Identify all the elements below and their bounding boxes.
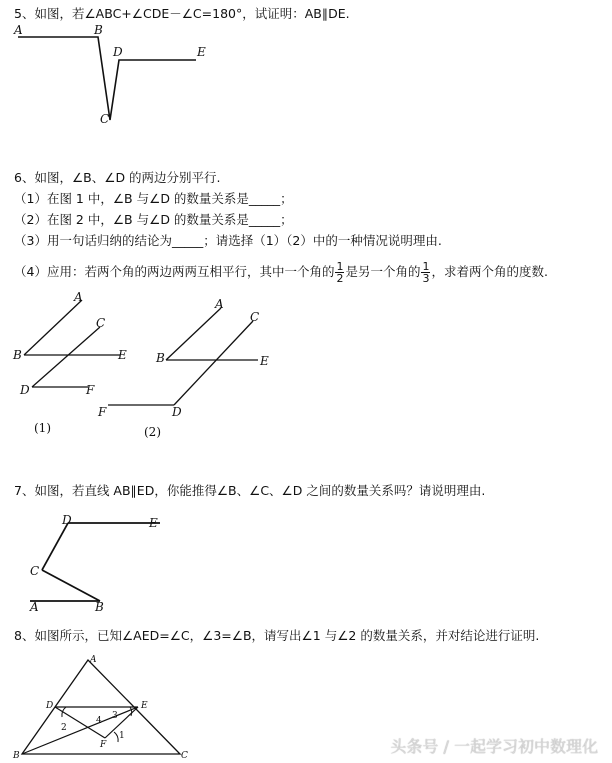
q8-angle-4: 4 xyxy=(96,716,102,726)
q6-s4-b: 是另一个角的 xyxy=(345,264,421,279)
q6-fig1 xyxy=(12,290,127,435)
q6-frac1-den: 2 xyxy=(336,272,344,285)
q6-intro: 6、如图，∠B、∠D 的两边分别平行. xyxy=(14,170,221,185)
q7-text: 7、如图，若直线 AB∥ED，你能推得∠B、∠C、∠D 之间的数量关系吗？请说明理由. xyxy=(14,483,486,498)
q8-angle-3: 3 xyxy=(112,711,118,721)
q6-fig2-label-e: E xyxy=(260,354,269,368)
q6-frac2-den: 3 xyxy=(422,272,430,285)
q5-label-a: A xyxy=(14,24,23,37)
q6-s1: （1）在图 1 中，∠B 与∠D 的数量关系是_____； xyxy=(14,191,293,206)
q7-label-d: D xyxy=(62,513,72,527)
q6-fig1-caption: (1) xyxy=(34,421,51,435)
q6-fig1-label-e: E xyxy=(118,348,127,362)
q6-fig2-label-f: F xyxy=(98,405,107,419)
q7-label-e: E xyxy=(149,516,158,530)
q6-fig2-label-d: D xyxy=(172,405,182,419)
q6-fig2-caption: (2) xyxy=(144,425,161,439)
q5-label-c: C xyxy=(100,112,110,126)
q5-polyline xyxy=(18,37,196,120)
watermark: 头条号 / 一起学习初中数理化 xyxy=(390,737,598,756)
q6-fig2-label-c: C xyxy=(250,310,260,324)
q6-s2: （2）在图 2 中，∠B 与∠D 的数量关系是_____； xyxy=(14,212,293,227)
q5-label-e: E xyxy=(197,45,206,59)
q6-frac2-num: 1 xyxy=(422,260,430,273)
q8-angle-1: 1 xyxy=(119,731,125,741)
q8-label-c: C xyxy=(181,751,188,760)
q8-label-f: F xyxy=(100,740,107,750)
q6-s4 xyxy=(14,258,548,286)
q7-label-a: A xyxy=(30,600,39,614)
q8-label-e: E xyxy=(141,701,148,711)
q6-fig2 xyxy=(97,297,269,439)
q6-frac-half xyxy=(335,261,344,284)
q6-fig2-label-a: A xyxy=(215,297,224,311)
q7-figure xyxy=(20,508,180,616)
q6-s4-c: ，求着两个角的度数. xyxy=(431,264,548,279)
q6-fig1-label-d: D xyxy=(20,383,30,397)
q5-label-d: D xyxy=(113,45,123,59)
q6-fig1-label-a: A xyxy=(74,290,83,304)
q6-fig1-label-b: B xyxy=(13,348,22,362)
q6-figures xyxy=(8,290,278,445)
q6-fig1-label-f: F xyxy=(86,383,95,397)
q5-figure xyxy=(10,24,220,134)
q7-label-b: B xyxy=(95,600,104,614)
q8-angle-2: 2 xyxy=(61,723,67,733)
q8-figure xyxy=(8,650,198,760)
q6-s4-a: （4）应用：若两个角的两边两两互相平行，其中一个角的 xyxy=(14,264,335,279)
q6-frac-third xyxy=(421,261,430,284)
q6-s3: （3）用一句话归纳的结论为_____；请选择（1）（2）中的一种情况说明理由. xyxy=(14,233,442,248)
q6-fig1-label-c: C xyxy=(96,316,106,330)
q8-label-b: B xyxy=(13,751,20,760)
q7-label-c: C xyxy=(30,564,40,578)
q8-label-a: A xyxy=(90,655,97,665)
q6-frac1-num: 1 xyxy=(336,260,344,273)
q6-fig2-label-b: B xyxy=(156,351,165,365)
q8-label-d: D xyxy=(46,701,54,711)
q5-label-b: B xyxy=(94,24,103,37)
q5-text: 5、如图，若∠ABC+∠CDE－∠C=180°，试证明：AB∥DE. xyxy=(14,6,350,21)
q8-text: 8、如图所示，已知∠AED=∠C，∠3=∠B，请写出∠1 与∠2 的数量关系，并对结论进行证明. xyxy=(14,628,540,643)
